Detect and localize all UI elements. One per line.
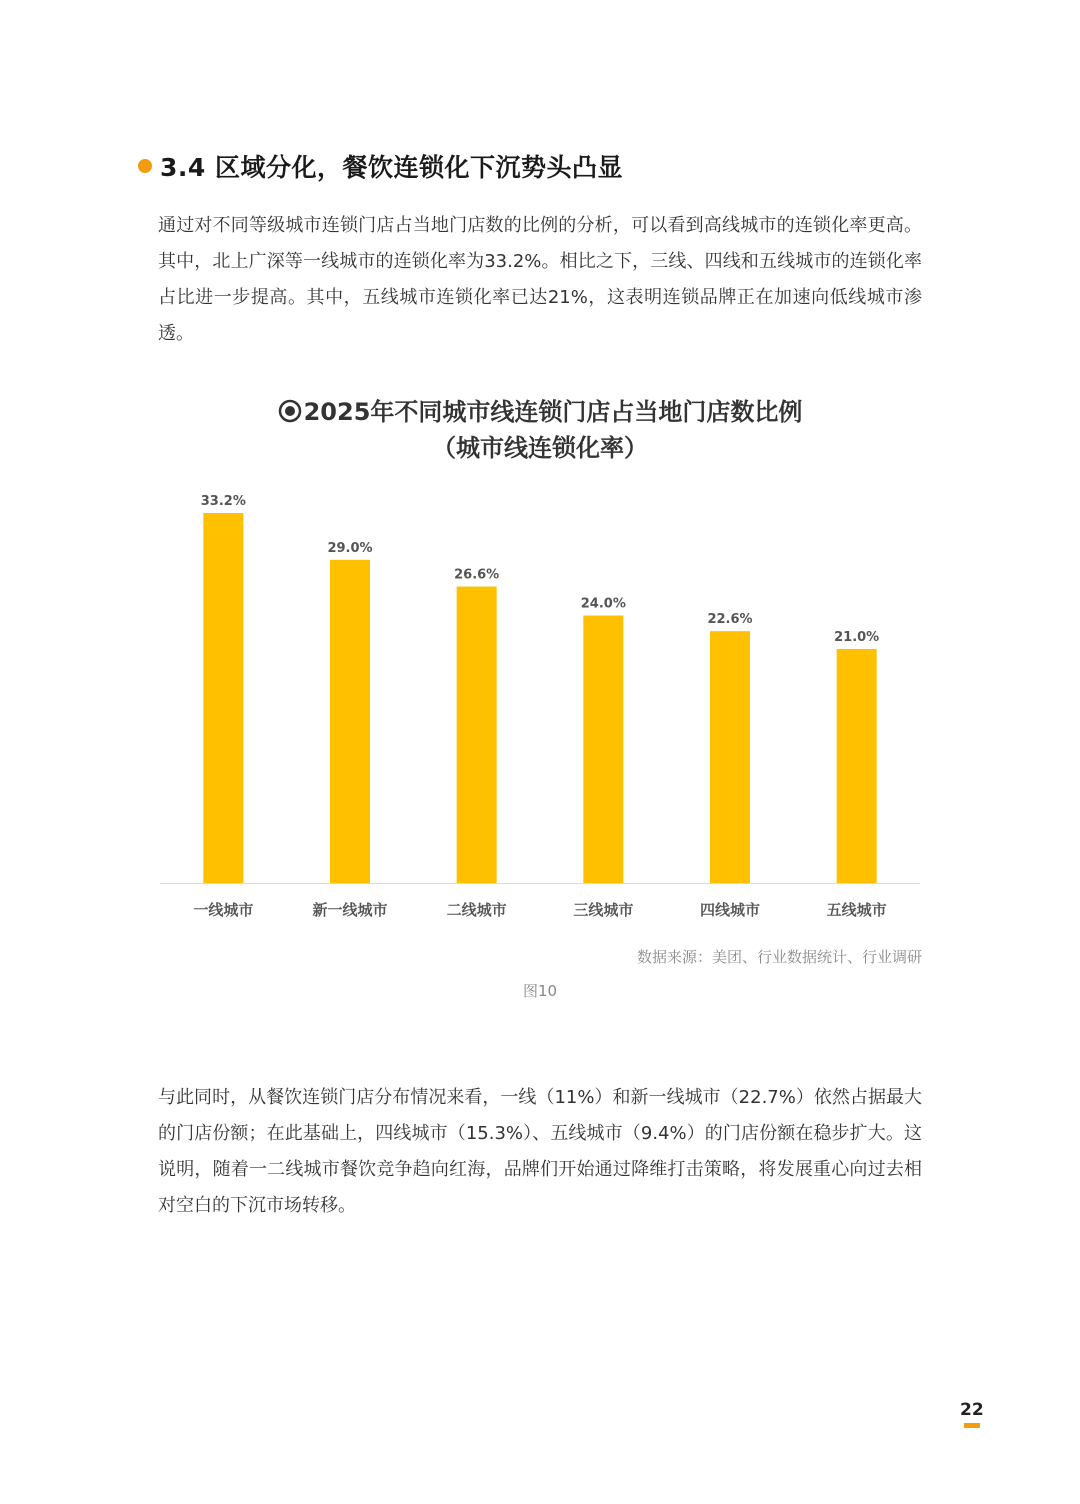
chart-subtitle: （城市线连锁化率）	[432, 434, 648, 462]
data-label-5: 22.6%	[707, 612, 753, 628]
data-label-2: 29.0%	[327, 540, 373, 556]
bullet-dot-icon	[138, 159, 152, 173]
x-tick-label-6: 五线城市	[826, 901, 887, 919]
x-tick-label-3: 二线城市	[446, 901, 507, 919]
followup-paragraph: 与此同时，从餐饮连锁门店分布情况来看，一线（11%）和新一线城市（22.7%）依然占据最大的门店份额；在此基础上，四线城市（15.3%）、五线城市（9.4%）的门店份额在稳步扩大。这说明，随着一二线城市餐饮竞争趋向红海，品牌们开始通过降维打击策略，将发展重心向过去相对空白的下沉市场转移。	[158, 1087, 922, 1216]
bar-3	[457, 587, 497, 883]
bar-5	[710, 631, 750, 883]
x-tick-label-1: 一线城市	[193, 901, 254, 919]
bar-6	[837, 649, 877, 883]
data-label-3: 26.6%	[454, 567, 500, 583]
x-tick-label-2: 新一线城市	[312, 901, 388, 919]
page-number-underline	[964, 1423, 980, 1428]
bar-chart	[0, 480, 1080, 930]
bar-1	[203, 513, 243, 883]
intro-paragraph: 通过对不同等级城市连锁门店占当地门店数的比例的分析，可以看到高线城市的连锁化率更高。其中，北上广深等一线城市的连锁化率为33.2%。相比之下，三线、四线和五线城市的连锁化率占比进一步提高。其中，五线城市连锁化率已达21%，这表明连锁品牌正在加速向低线城市渗透。	[158, 215, 922, 344]
figure-label: 图10	[522, 982, 558, 1000]
bar-2	[330, 560, 370, 883]
chart-title	[0, 392, 1080, 427]
bar-4	[583, 616, 623, 883]
x-tick-label-5: 四线城市	[699, 901, 761, 919]
data-label-4: 24.0%	[580, 596, 626, 612]
data-label-6: 21.0%	[834, 629, 880, 645]
x-tick-label-4: 三线城市	[573, 901, 634, 919]
section-title: 3.4 区域分化，餐饮连锁化下沉势头凸显	[160, 153, 623, 182]
data-label-1: 33.2%	[200, 494, 246, 509]
target-icon	[278, 399, 302, 423]
page-number: 22	[960, 1400, 984, 1420]
data-source: 数据来源：美团、行业数据统计、行业调研	[636, 948, 922, 966]
section-header	[138, 148, 623, 184]
chart-title-text: 2025年不同城市线连锁门店占当地门店数比例	[303, 398, 803, 426]
